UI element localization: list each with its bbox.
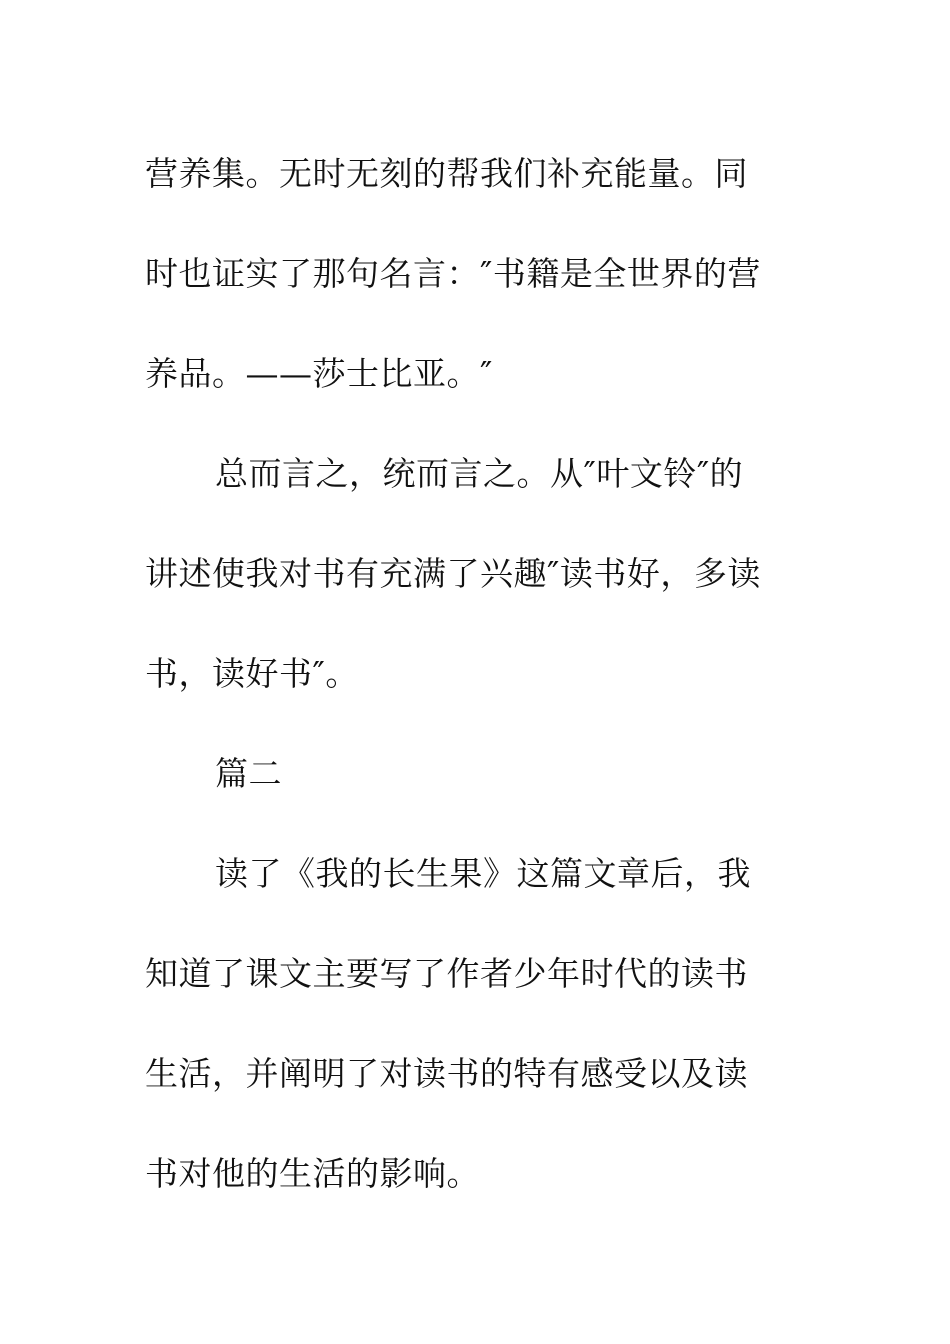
text-line: 营养集。无时无刻的帮我们补充能量。同: [145, 154, 748, 193]
text-line: 时也证实了那句名言：″书籍是全世界的营: [145, 254, 761, 293]
text-line: 读了《我的长生果》这篇文章后，我: [215, 854, 751, 893]
text-line: 知道了课文主要写了作者少年时代的读书: [145, 954, 748, 993]
text-line: 生活，并阐明了对读书的特有感受以及读: [145, 1054, 748, 1093]
text-line: 总而言之，统而言之。从″叶文铃″的: [215, 454, 744, 493]
section-heading: 篇二: [215, 754, 282, 793]
text-line: 养品。——莎士比亚。″: [145, 354, 493, 393]
body-text: [145, 124, 805, 1224]
text-line: 讲述使我对书有充满了兴趣″读书好，多读: [145, 554, 761, 593]
text-line: 书对他的生活的影响。: [145, 1154, 480, 1193]
text-line: 书，读好书″。: [145, 654, 359, 693]
